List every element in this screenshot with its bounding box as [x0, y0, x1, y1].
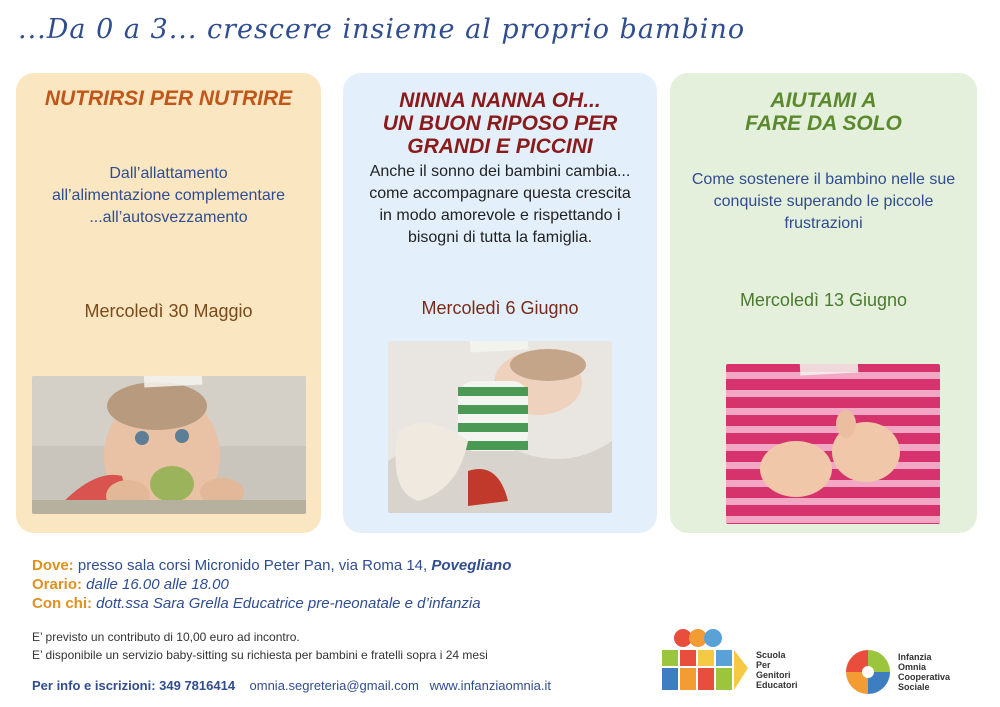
- card-body: [680, 169, 967, 235]
- card-date: Mercoledì 30 Maggio: [84, 301, 253, 321]
- card-nutrirsi: [16, 73, 321, 533]
- card-aiutami: [670, 73, 977, 533]
- baby-hands-photo: [726, 364, 940, 524]
- info-con-chi: [32, 594, 481, 614]
- logo-text-line: Omnia: [898, 662, 927, 672]
- logo-scuola-genitori: [660, 628, 750, 694]
- logo-infanzia-omnia: [846, 650, 890, 694]
- logo-text-line: Infanzia: [898, 652, 932, 662]
- orario-text: dalle 16.00 alle 18.00: [82, 576, 229, 593]
- logo-text-line: Sociale: [898, 682, 930, 692]
- card-body-line: all’alimentazione complementare: [51, 187, 285, 204]
- card-title-line: FARE DA SOLO: [745, 112, 902, 135]
- card-body-line: Come sostenere il bambino nelle sue: [691, 171, 956, 188]
- baby-eating-photo: [32, 376, 306, 514]
- card-body-line: ...all’autosvezzamento: [89, 209, 248, 226]
- notes: [32, 628, 488, 664]
- card-title-line: GRANDI E PICCINI: [407, 135, 593, 158]
- conchi-label: Con chi:: [32, 595, 92, 612]
- card-body-line: in modo amorevole e rispettando i: [379, 207, 621, 224]
- orario-label: Orario:: [32, 576, 83, 593]
- card-title: [16, 87, 321, 110]
- card-body-line: frustrazioni: [784, 215, 863, 232]
- dove-label: Dove:: [32, 557, 74, 574]
- card-date: Mercoledì 13 Giugno: [739, 290, 908, 310]
- note-line: E’ previsto un contributo di 10,00 euro ad incontro.: [32, 630, 300, 644]
- card-title: [343, 89, 657, 158]
- dove-text: presso sala corsi Micronido Peter Pan, via Roma 14,: [73, 557, 432, 574]
- omnia-logo-text: [898, 652, 950, 692]
- info-dove: [32, 556, 511, 576]
- logo-text-line: Scuola: [756, 650, 786, 660]
- logo-text-line: Per: [756, 660, 771, 670]
- note-line: E’ disponibile un servizio baby-sitting su richiesta per bambini e fratelli sopra i 24 mesi: [32, 648, 488, 662]
- card-title-line: NUTRIRSI PER NUTRIRE: [44, 87, 293, 110]
- contact-website[interactable]: www.infanziaomnia.it: [429, 678, 552, 693]
- contact-email[interactable]: omnia.segreteria@gmail.com: [249, 678, 419, 693]
- omnia-logo-icon: [846, 650, 890, 694]
- card-date: Mercoledì 6 Giugno: [421, 298, 579, 318]
- headline: ...Da 0 a 3... crescere insieme al proprio bambino: [18, 14, 746, 45]
- dove-place: Povegliano: [431, 557, 512, 574]
- card-ninna-nanna: [343, 73, 657, 533]
- logo-text-line: Cooperativa: [898, 672, 951, 682]
- scuola-logo-icon: [660, 628, 750, 694]
- card-body-line: bisogni di tutta la famiglia.: [407, 229, 593, 246]
- card-body-line: Anche il sonno dei bambini cambia...: [369, 163, 631, 180]
- card-body: [26, 163, 311, 229]
- scuola-logo-text: [756, 650, 798, 690]
- card-title-line: UN BUON RIPOSO PER: [382, 112, 618, 135]
- contact-line: [32, 678, 551, 693]
- card-body: [353, 161, 647, 249]
- conchi-text: dott.ssa Sara Grella Educatrice pre-neonatale e d’infanzia: [92, 595, 481, 612]
- sleeping-baby-photo: [388, 341, 612, 513]
- logo-text-line: Educatori: [756, 680, 798, 690]
- card-body-line: come accompagnare questa crescita: [369, 185, 631, 202]
- info-orario: [32, 575, 229, 595]
- card-title-line: AIUTAMI A: [770, 89, 877, 112]
- logo-text-line: Genitori: [756, 670, 791, 680]
- card-body-line: Dall’allattamento: [109, 165, 228, 182]
- card-title: [670, 89, 977, 135]
- card-title-line: NINNA NANNA OH...: [399, 89, 601, 112]
- contact-phone: Per info e iscrizioni: 349 7816414: [32, 678, 236, 693]
- card-body-line: conquiste superando le piccole: [713, 193, 934, 210]
